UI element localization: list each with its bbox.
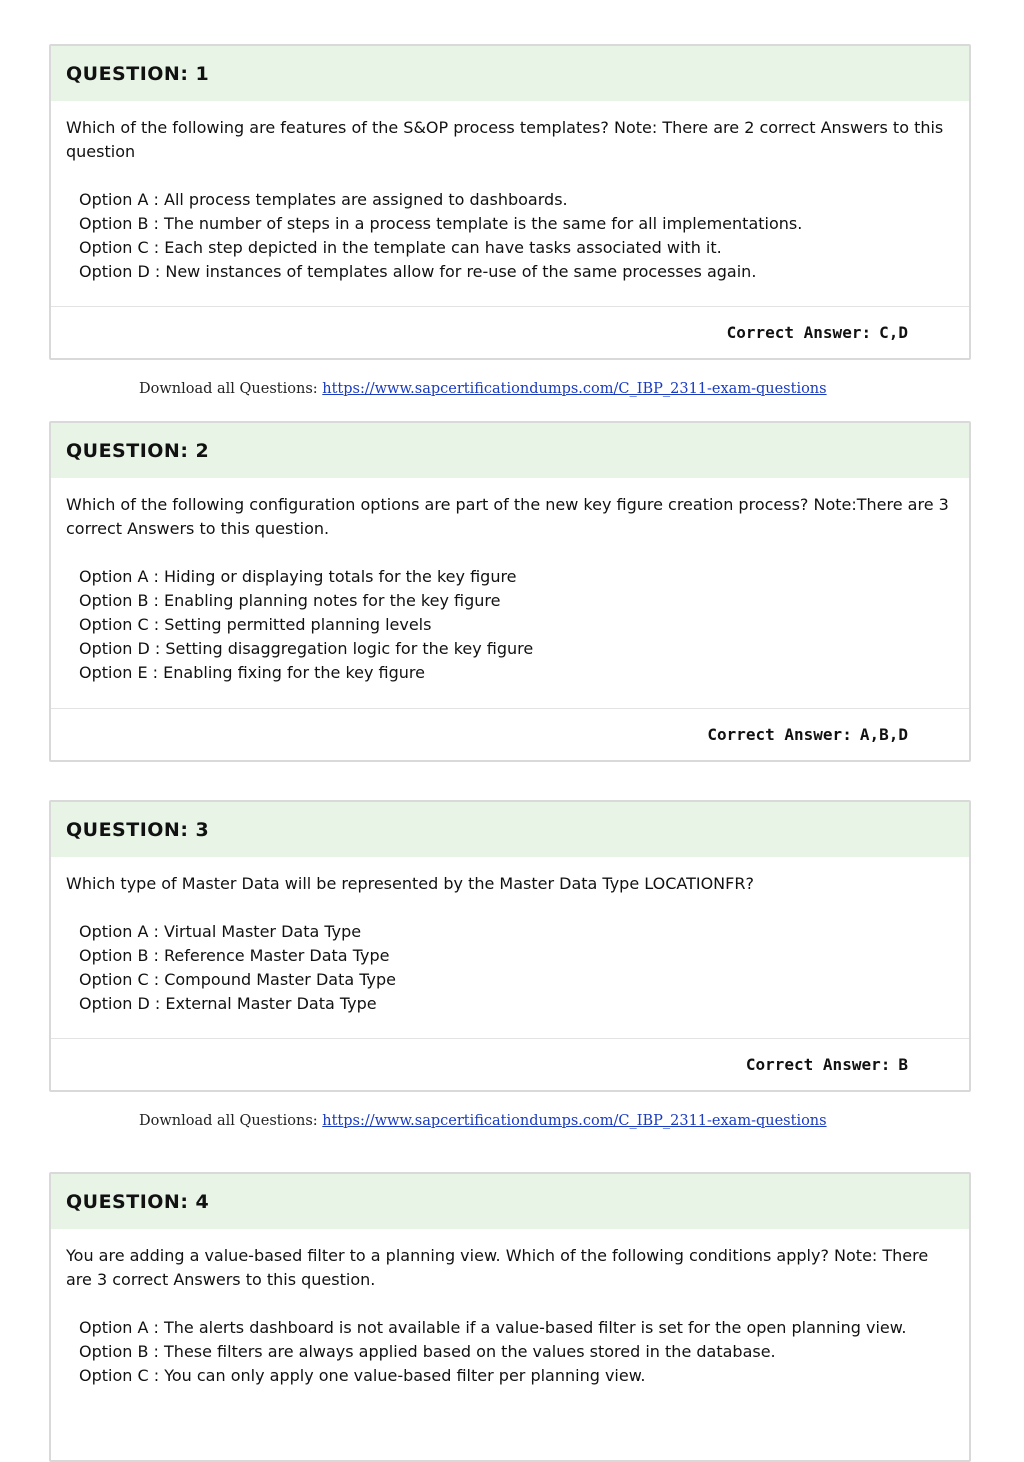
option-a: Option A : The alerts dashboard is not available if a value-based filter is set for the open planning view. <box>79 1318 907 1337</box>
question-card-3 <box>49 800 971 1092</box>
correct-answer <box>51 708 969 760</box>
question-header: QUESTION: 1 <box>51 46 969 101</box>
option-b: Option B : Reference Master Data Type <box>79 946 390 965</box>
option-d: Option D : New instances of templates allow for re-use of the same processes again. <box>79 262 757 281</box>
options-list <box>66 1316 953 1388</box>
question-header: QUESTION: 3 <box>51 802 969 857</box>
option-b: Option B : These filters are always applied based on the values stored in the database. <box>79 1342 776 1361</box>
correct-answer-value: C,D <box>879 323 908 342</box>
question-card-1 <box>49 44 971 360</box>
options-list <box>66 565 953 685</box>
question-card-4 <box>49 1172 971 1462</box>
option-c: Option C : Each step depicted in the template can have tasks associated with it. <box>79 238 722 257</box>
option-a: Option A : All process templates are assigned to dashboards. <box>79 190 568 209</box>
question-card-2 <box>49 421 971 762</box>
option-d: Option D : Setting disaggregation logic for the key figure <box>79 639 534 658</box>
correct-answer <box>51 1038 969 1090</box>
question-text: You are adding a value-based filter to a planning view. Which of the following conditions apply? Note: There are 3 correct Answers to this question. <box>66 1246 929 1289</box>
option-c: Option C : You can only apply one value-based filter per planning view. <box>79 1366 646 1385</box>
question-text: Which of the following are features of the S&OP process templates? Note: There are 2 correct Answers to this question <box>66 118 944 161</box>
option-d: Option D : External Master Data Type <box>79 994 377 1013</box>
question-text: Which type of Master Data will be represented by the Master Data Type LOCATIONFR? <box>66 874 754 893</box>
download-label: Download all Questions: <box>139 381 318 397</box>
question-text: Which of the following configuration options are part of the new key figure creation process? Note:There are 3 correct Answers to this question. <box>66 495 949 538</box>
option-c: Option C : Compound Master Data Type <box>79 970 396 989</box>
download-line <box>139 381 827 397</box>
download-label: Download all Questions: <box>139 1113 318 1129</box>
correct-answer-label: Correct Answer: <box>726 323 872 342</box>
correct-answer-label: Correct Answer: <box>707 725 852 744</box>
download-link[interactable]: https://www.sapcertificationdumps.com/C_IBP_2311-exam-questions <box>322 1113 827 1129</box>
option-b: Option B : The number of steps in a process template is the same for all implementations. <box>79 214 803 233</box>
option-a: Option A : Virtual Master Data Type <box>79 922 362 941</box>
option-b: Option B : Enabling planning notes for the key figure <box>79 591 501 610</box>
option-e: Option E : Enabling fixing for the key figure <box>79 663 425 682</box>
correct-answer-label: Correct Answer: <box>745 1055 891 1074</box>
download-line <box>139 1113 827 1129</box>
correct-answer-value: A,B,D <box>859 725 908 744</box>
options-list <box>66 920 953 1016</box>
correct-answer-value: B <box>898 1055 908 1074</box>
option-a: Option A : Hiding or displaying totals for the key figure <box>79 567 517 586</box>
question-header: QUESTION: 4 <box>51 1174 969 1229</box>
question-header: QUESTION: 2 <box>51 423 969 478</box>
download-link[interactable]: https://www.sapcertificationdumps.com/C_IBP_2311-exam-questions <box>322 381 827 397</box>
option-c: Option C : Setting permitted planning levels <box>79 615 432 634</box>
correct-answer <box>51 306 969 358</box>
options-list <box>66 188 953 284</box>
